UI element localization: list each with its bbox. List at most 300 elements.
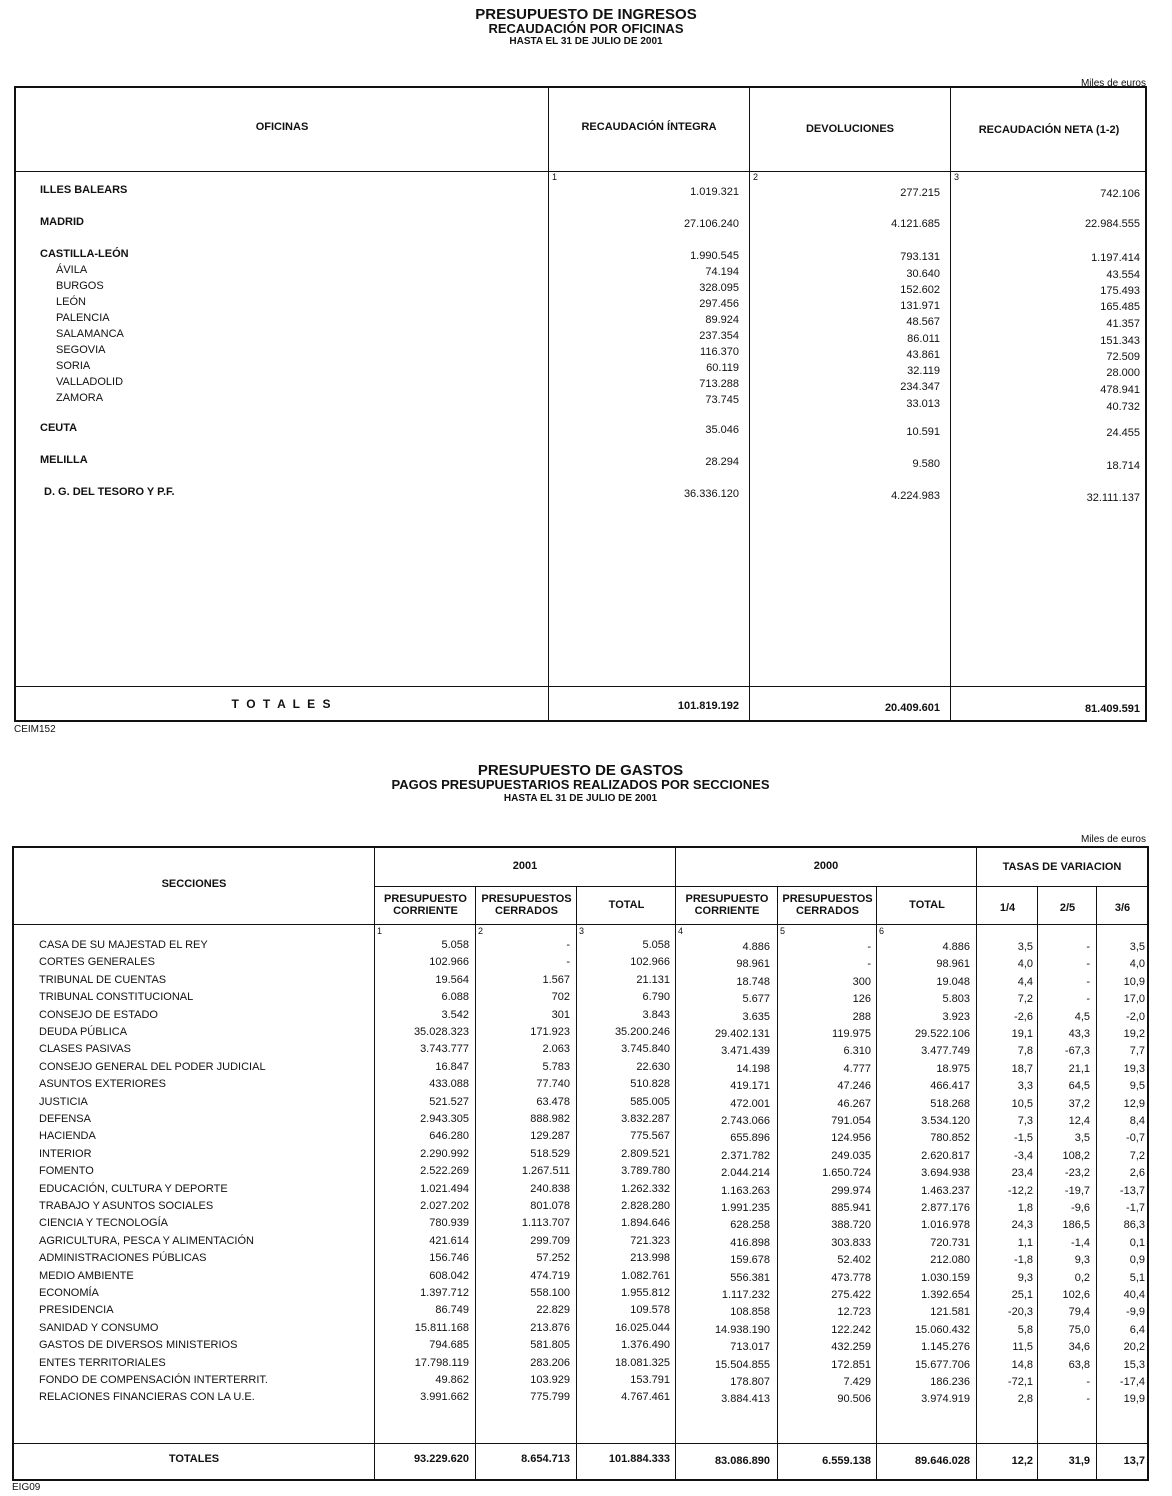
cell-value: 5.058 <box>441 939 469 951</box>
value-integra: 35.046 <box>705 424 739 436</box>
cell-value: 19,9 <box>1123 1393 1145 1406</box>
cell-value: 18.748 <box>736 975 770 988</box>
cell-value: 2.063 <box>542 1043 570 1056</box>
value-integra: 713.288 <box>699 378 739 390</box>
cell-value: 791.054 <box>831 1115 871 1127</box>
gastos-date: HASTA EL 31 DE JULIO DE 2001 <box>503 793 658 804</box>
cell-value: 6,4 <box>1129 1323 1145 1336</box>
cell-value: 9,3 <box>1074 1254 1090 1267</box>
cell-value: 4.777 <box>843 1062 871 1075</box>
cell-value: 1.030.159 <box>921 1271 970 1284</box>
cell-value: 12,9 <box>1123 1097 1145 1110</box>
cell-value: 186,5 <box>1062 1219 1090 1232</box>
value-integra: 27.106.240 <box>683 218 739 230</box>
cell-value: 7,2 <box>1017 993 1033 1006</box>
table-row <box>14 1339 1147 1356</box>
col-number: 1 <box>552 172 558 182</box>
cell-value: 5.803 <box>942 993 970 1006</box>
table-row <box>14 939 1147 956</box>
seccion-name: MEDIO AMBIENTE <box>39 1269 134 1282</box>
value-devol: 10.591 <box>906 425 940 438</box>
gastos-title: PRESUPUESTO DE GASTOS <box>477 762 684 779</box>
total-integra: 101.819.192 <box>677 700 739 712</box>
value-devol: 277.215 <box>900 187 940 199</box>
cell-value: 90.506 <box>837 1393 871 1406</box>
cell-value: 1.262.332 <box>621 1182 670 1195</box>
cell-value: 388.720 <box>831 1219 871 1232</box>
value-neta: 165.485 <box>1100 301 1140 313</box>
cell-value: 4,0 <box>1129 958 1145 971</box>
cell-value: 12,4 <box>1068 1115 1090 1127</box>
value-neta: 18.714 <box>1106 460 1140 472</box>
cell-value: 655.896 <box>730 1132 770 1145</box>
cell-value: 17.798.119 <box>414 1356 469 1369</box>
cell-value: 3.534.120 <box>921 1115 970 1127</box>
cell-value: 63.478 <box>536 1095 570 1108</box>
ingresos-code: CEIM152 <box>14 724 56 735</box>
cell-value: 558.100 <box>530 1287 570 1299</box>
value-devol: 131.971 <box>900 299 940 312</box>
value-neta: 22.984.555 <box>1084 218 1140 230</box>
cell-value: 16.847 <box>435 1060 469 1073</box>
value-integra: 297.456 <box>699 298 739 310</box>
cell-value: 15.677.706 <box>914 1358 970 1371</box>
value-devol: 4.224.983 <box>891 490 940 502</box>
header-recaudacion-neta: RECAUDACIÓN NETA (1-2) <box>978 124 1120 136</box>
seccion-name: JUSTICIA <box>39 1095 88 1108</box>
cell-value: 6.310 <box>843 1045 871 1058</box>
ingresos-units: Miles de euros <box>1080 78 1146 89</box>
cell-value: 432.259 <box>831 1341 871 1354</box>
cell-value: -72,1 <box>1007 1376 1033 1388</box>
ingresos-subtitle: RECAUDACIÓN POR OFICINAS <box>488 21 684 36</box>
cell-value: 15.811.168 <box>414 1321 469 1334</box>
cell-value: 129.287 <box>530 1130 570 1143</box>
table-row <box>14 1252 1147 1269</box>
cell-value: 171.923 <box>530 1026 570 1038</box>
cell-value: 775.567 <box>630 1130 670 1143</box>
cell-value: 3.471.439 <box>721 1045 770 1058</box>
cell-value: 5.058 <box>642 939 670 951</box>
cell-value: 713.017 <box>730 1341 770 1354</box>
table-row <box>14 1061 1147 1078</box>
cell-value: 0,2 <box>1074 1271 1090 1284</box>
value-neta: 40.732 <box>1106 401 1140 413</box>
cell-value: 3.542 <box>441 1008 469 1021</box>
header-oficinas: OFICINAS <box>255 121 309 133</box>
cell-value: 6.790 <box>642 991 670 1004</box>
gastos-totals-label: TOTALES <box>168 1453 220 1465</box>
header-tasa-2-5: 2/5 <box>1059 902 1076 914</box>
cell-value: 3.694.938 <box>921 1167 970 1180</box>
seccion-name: RELACIONES FINANCIERAS CON LA U.E. <box>39 1391 255 1404</box>
cell-value: -23,2 <box>1064 1167 1090 1180</box>
cell-value: 1.392.654 <box>921 1289 970 1301</box>
total-value: 101.884.333 <box>608 1453 670 1465</box>
header-tasa-1-4: 1/4 <box>999 902 1016 914</box>
value-neta: 43.554 <box>1106 269 1140 281</box>
cell-value: 275.422 <box>831 1289 871 1301</box>
cell-value: 473.778 <box>831 1271 871 1284</box>
cell-value: 3.635 <box>742 1010 770 1023</box>
value-neta: 478.941 <box>1100 384 1140 396</box>
cell-value: 628.258 <box>730 1219 770 1232</box>
cell-value: 19,3 <box>1123 1062 1145 1075</box>
value-integra: 89.924 <box>705 314 739 326</box>
office-name: SALAMANCA <box>56 328 124 340</box>
value-devol: 43.861 <box>906 348 940 361</box>
cell-value: 23,4 <box>1011 1167 1033 1180</box>
cell-value: 37,2 <box>1068 1097 1090 1110</box>
table-row <box>14 956 1147 973</box>
cell-value: 86.749 <box>435 1304 469 1317</box>
cell-value: 126 <box>852 993 871 1006</box>
value-devol: 33.013 <box>906 397 940 410</box>
cell-value: 2.290.992 <box>420 1147 469 1160</box>
header-pce-2000: PRESUPUESTOS CERRADOS <box>782 893 873 917</box>
cell-value: 299.974 <box>831 1184 871 1197</box>
cell-value: 40,4 <box>1123 1289 1145 1301</box>
cell-value: 7,2 <box>1129 1149 1145 1162</box>
cell-value: -12,2 <box>1007 1184 1033 1197</box>
cell-value: 98.961 <box>936 958 970 971</box>
cell-value: 5,1 <box>1129 1271 1145 1284</box>
cell-value: 780.852 <box>930 1132 970 1145</box>
cell-value: 22.829 <box>536 1304 570 1317</box>
cell-value: 2.877.176 <box>921 1202 970 1214</box>
cell-value: 801.078 <box>530 1200 570 1212</box>
header-devoluciones: DEVOLUCIONES <box>805 123 894 135</box>
cell-value: 2.620.817 <box>921 1149 970 1162</box>
cell-value: 1.113.707 <box>521 1217 570 1230</box>
cell-value: 585.005 <box>630 1095 670 1108</box>
cell-value: 178.807 <box>730 1376 770 1388</box>
cell-value: 15.504.855 <box>714 1358 770 1371</box>
seccion-name: CLASES PASIVAS <box>39 1043 131 1056</box>
office-name: ZAMORA <box>56 392 104 404</box>
cell-value: 186.236 <box>930 1376 970 1388</box>
cell-value: 721.323 <box>630 1234 670 1247</box>
office-name: VALLADOLID <box>56 376 124 388</box>
value-integra: 237.354 <box>699 330 739 342</box>
office-name: D. G. DEL TESORO Y P.F. <box>44 486 175 498</box>
header-total-2001: TOTAL <box>608 899 645 911</box>
cell-value: 12.723 <box>837 1306 871 1319</box>
cell-value: 17,0 <box>1123 993 1145 1006</box>
cell-value: 510.828 <box>630 1078 670 1091</box>
total-value: 31,9 <box>1068 1455 1090 1467</box>
cell-value: 29.522.106 <box>914 1028 970 1040</box>
col-number: 1 <box>377 926 383 936</box>
cell-value: -9,6 <box>1071 1202 1090 1214</box>
cell-value: 474.719 <box>530 1269 570 1282</box>
table-row <box>14 1183 1147 1200</box>
office-name: SORIA <box>56 360 91 372</box>
seccion-name: FONDO DE COMPENSACIÓN INTERTERRIT. <box>39 1374 268 1386</box>
table-row <box>14 1096 1147 1113</box>
cell-value: 1.650.724 <box>822 1167 871 1180</box>
cell-value: -19,7 <box>1064 1184 1090 1197</box>
table-row <box>14 1078 1147 1095</box>
cell-value: 518.529 <box>530 1147 570 1160</box>
cell-value: 283.206 <box>530 1356 570 1369</box>
cell-value: 3.832.287 <box>621 1113 670 1125</box>
office-name: SEGOVIA <box>56 344 106 356</box>
cell-value: 3.843 <box>642 1008 670 1021</box>
cell-value: 35.200.246 <box>614 1026 670 1038</box>
cell-value: 1,1 <box>1017 1236 1033 1249</box>
cell-value: - <box>1086 958 1090 971</box>
cell-value: 119.975 <box>832 1028 871 1040</box>
cell-value: 1.016.978 <box>921 1219 970 1232</box>
col-number: 3 <box>579 926 585 936</box>
cell-value: - <box>1086 941 1090 953</box>
cell-value: 18,7 <box>1011 1062 1033 1075</box>
value-devol: 30.640 <box>906 267 940 280</box>
cell-value: 172.851 <box>831 1358 871 1371</box>
seccion-name: CASA DE SU MAJESTAD EL REY <box>39 939 208 951</box>
cell-value: 3.477.749 <box>921 1045 970 1058</box>
total-value: 83.086.890 <box>714 1455 770 1467</box>
office-name: MADRID <box>40 216 84 228</box>
value-devol: 32.119 <box>907 364 940 377</box>
table-row <box>14 1026 1147 1043</box>
cell-value: 249.035 <box>831 1149 871 1162</box>
seccion-name: TRIBUNAL DE CUENTAS <box>39 973 167 986</box>
table-row <box>14 1235 1147 1252</box>
cell-value: - <box>566 939 570 951</box>
cell-value: 300 <box>852 975 871 988</box>
cell-value: -2,6 <box>1014 1010 1033 1023</box>
gastos-table <box>12 846 1149 1481</box>
cell-value: 79,4 <box>1068 1306 1090 1319</box>
cell-value: 4,5 <box>1074 1010 1090 1023</box>
cell-value: 34,6 <box>1068 1341 1090 1354</box>
total-value: 6.559.138 <box>822 1455 871 1467</box>
cell-value: 77.740 <box>536 1078 570 1091</box>
value-integra: 74.194 <box>705 266 739 278</box>
seccion-name: INTERIOR <box>39 1147 92 1160</box>
cell-value: 64,5 <box>1068 1080 1090 1093</box>
total-value: 89.646.028 <box>914 1455 970 1467</box>
cell-value: 416.898 <box>730 1236 770 1249</box>
cell-value: 288 <box>852 1010 871 1023</box>
total-value: 93.229.620 <box>413 1453 469 1465</box>
cell-value: 57.252 <box>536 1252 570 1265</box>
cell-value: 608.042 <box>429 1269 469 1282</box>
seccion-name: ASUNTOS EXTERIORES <box>39 1078 166 1091</box>
header-recaudacion-integra: RECAUDACIÓN ÍNTEGRA <box>581 121 717 133</box>
office-name: CEUTA <box>40 422 78 434</box>
cell-value: 1,8 <box>1017 1202 1033 1214</box>
cell-value: 421.614 <box>429 1234 469 1247</box>
total-value: 13,7 <box>1123 1455 1145 1467</box>
value-integra: 1.019.321 <box>690 186 739 198</box>
cell-value: 581.805 <box>530 1339 570 1352</box>
col-number: 4 <box>678 926 684 936</box>
seccion-name: PRESIDENCIA <box>39 1304 114 1317</box>
value-neta: 72.509 <box>1106 351 1140 363</box>
table-row <box>14 1148 1147 1165</box>
cell-value: 240.838 <box>530 1182 570 1195</box>
cell-value: 7,8 <box>1017 1045 1033 1058</box>
ingresos-date: HASTA EL 31 DE JULIO DE 2001 <box>509 36 663 47</box>
cell-value: 2.743.066 <box>721 1115 770 1127</box>
cell-value: 4.767.461 <box>621 1391 670 1404</box>
cell-value: 124.956 <box>831 1132 871 1145</box>
cell-value: -3,4 <box>1014 1149 1033 1162</box>
cell-value: 19,2 <box>1123 1028 1145 1040</box>
value-devol: 86.011 <box>907 332 940 345</box>
cell-value: 720.731 <box>930 1236 970 1249</box>
ingresos-title: PRESUPUESTO DE INGRESOS <box>475 6 697 23</box>
cell-value: - <box>1086 1393 1090 1406</box>
cell-value: 433.088 <box>429 1078 469 1091</box>
cell-value: 86,3 <box>1123 1219 1145 1232</box>
cell-value: 24,3 <box>1011 1219 1033 1232</box>
cell-value: 1.567 <box>542 973 570 986</box>
cell-value: 885.941 <box>831 1202 871 1214</box>
total-value: 8.654.713 <box>521 1453 570 1465</box>
value-neta: 24.455 <box>1106 427 1140 439</box>
table-row <box>14 1287 1147 1304</box>
seccion-name: CONSEJO GENERAL DEL PODER JUDICIAL <box>39 1060 266 1073</box>
office-name: PALENCIA <box>56 312 110 324</box>
cell-value: 702 <box>551 991 570 1004</box>
cell-value: 47.246 <box>837 1080 871 1093</box>
cell-value: 43,3 <box>1068 1028 1090 1040</box>
cell-value: 18.081.325 <box>614 1356 670 1369</box>
seccion-name: TRABAJO Y ASUNTOS SOCIALES <box>39 1200 214 1212</box>
col-number: 2 <box>478 926 484 936</box>
cell-value: 3,5 <box>1129 941 1145 953</box>
col-number: 5 <box>780 926 786 936</box>
value-neta: 1.197.414 <box>1091 252 1140 264</box>
cell-value: 6.088 <box>441 991 469 1004</box>
gastos-subtitle: PAGOS PRESUPUESTARIOS REALIZADOS POR SECCIONES <box>391 777 770 792</box>
cell-value: 3,5 <box>1017 941 1033 953</box>
office-name: LEÓN <box>56 296 86 308</box>
value-devol: 234.347 <box>900 381 940 393</box>
cell-value: 4.886 <box>742 941 770 953</box>
cell-value: 102.966 <box>429 956 469 969</box>
cell-value: 9,3 <box>1017 1271 1033 1284</box>
table-row <box>14 1113 1147 1130</box>
cell-value: 108.858 <box>730 1306 770 1319</box>
cell-value: 1.145.276 <box>921 1341 970 1354</box>
cell-value: 2.828.280 <box>621 1200 670 1212</box>
header-pc-2000: PRESUPUESTO CORRIENTE <box>685 893 769 917</box>
total-devoluciones: 20.409.601 <box>884 702 940 714</box>
cell-value: 3,3 <box>1017 1080 1033 1093</box>
table-row <box>14 974 1147 991</box>
office-name: ILLES BALEARS <box>40 184 128 196</box>
table-row <box>14 1217 1147 1234</box>
cell-value: 20,2 <box>1123 1341 1145 1354</box>
cell-value: 10,5 <box>1011 1097 1033 1110</box>
cell-value: 14.938.190 <box>714 1323 770 1336</box>
cell-value: - <box>566 956 570 969</box>
ingresos-table <box>14 86 1147 722</box>
cell-value: 5,8 <box>1017 1323 1033 1336</box>
office-name: MELILLA <box>40 454 88 466</box>
cell-value: 103.929 <box>530 1374 570 1386</box>
cell-value: 3.743.777 <box>420 1043 469 1056</box>
cell-value: 108,2 <box>1062 1149 1090 1162</box>
value-neta: 151.343 <box>1100 335 1140 347</box>
cell-value: -1,4 <box>1071 1236 1090 1249</box>
cell-value: 2.943.305 <box>420 1113 469 1125</box>
cell-value: 3.884.413 <box>721 1393 770 1406</box>
cell-value: 7,3 <box>1017 1115 1033 1127</box>
value-devol: 48.567 <box>906 316 940 328</box>
cell-value: 35.028.323 <box>413 1026 469 1038</box>
seccion-name: CIENCIA Y TECNOLOGÍA <box>39 1217 168 1230</box>
table-row <box>14 1357 1147 1374</box>
cell-value: 3,5 <box>1074 1132 1090 1145</box>
cell-value: 1.117.232 <box>721 1289 770 1301</box>
header-total-2000: TOTAL <box>909 899 945 911</box>
office-name: CASTILLA-LEÓN <box>40 248 129 260</box>
cell-value: 16.025.044 <box>614 1321 670 1334</box>
value-devol: 4.121.685 <box>891 218 940 230</box>
seccion-name: FOMENTO <box>39 1165 94 1178</box>
cell-value: - <box>1086 993 1090 1006</box>
table-row <box>14 1391 1147 1408</box>
cell-value: 2.044.214 <box>721 1167 770 1180</box>
table-row <box>14 1304 1147 1321</box>
cell-value: 1.082.761 <box>621 1269 670 1282</box>
total-neta: 81.409.591 <box>1084 703 1140 715</box>
cell-value: 9,5 <box>1129 1080 1145 1093</box>
cell-value: -20,3 <box>1007 1306 1033 1319</box>
seccion-name: AGRICULTURA, PESCA Y ALIMENTACIÓN <box>39 1234 254 1247</box>
value-devol: 793.131 <box>900 251 940 263</box>
cell-value: 1.955.812 <box>621 1287 670 1299</box>
cell-value: 49.862 <box>435 1374 469 1386</box>
cell-value: 75,0 <box>1068 1323 1090 1336</box>
table-row <box>14 1200 1147 1217</box>
col-number: 3 <box>954 172 960 182</box>
cell-value: 102.966 <box>630 956 670 969</box>
cell-value: 466.417 <box>930 1080 970 1093</box>
cell-value: 109.578 <box>630 1304 670 1317</box>
cell-value: 14,8 <box>1011 1358 1033 1371</box>
cell-value: 556.381 <box>730 1271 770 1284</box>
value-neta: 32.111.137 <box>1086 492 1140 504</box>
table-row <box>14 1270 1147 1287</box>
table-row <box>14 1130 1147 1147</box>
cell-value: 1.267.511 <box>521 1165 570 1178</box>
gastos-code: EIG09 <box>12 1482 41 1493</box>
cell-value: 11,5 <box>1012 1341 1033 1354</box>
header-tasas: TASAS DE VARIACION <box>1002 861 1122 873</box>
cell-value: - <box>867 958 871 971</box>
cell-value: 7.429 <box>843 1376 871 1388</box>
cell-value: 646.280 <box>429 1130 469 1143</box>
header-tasa-3-6: 3/6 <box>1114 902 1131 914</box>
cell-value: 775.799 <box>530 1391 570 1404</box>
seccion-name: EDUCACIÓN, CULTURA Y DEPORTE <box>39 1182 228 1195</box>
value-integra: 73.745 <box>705 394 739 406</box>
cell-value: 4,0 <box>1017 958 1033 971</box>
cell-value: 14.198 <box>736 1062 770 1075</box>
cell-value: 794.685 <box>429 1339 469 1352</box>
cell-value: 1.463.237 <box>921 1184 970 1197</box>
seccion-name: GASTOS DE DIVERSOS MINISTERIOS <box>39 1339 238 1352</box>
cell-value: 2.809.521 <box>621 1147 670 1160</box>
value-neta: 28.000 <box>1106 367 1140 379</box>
